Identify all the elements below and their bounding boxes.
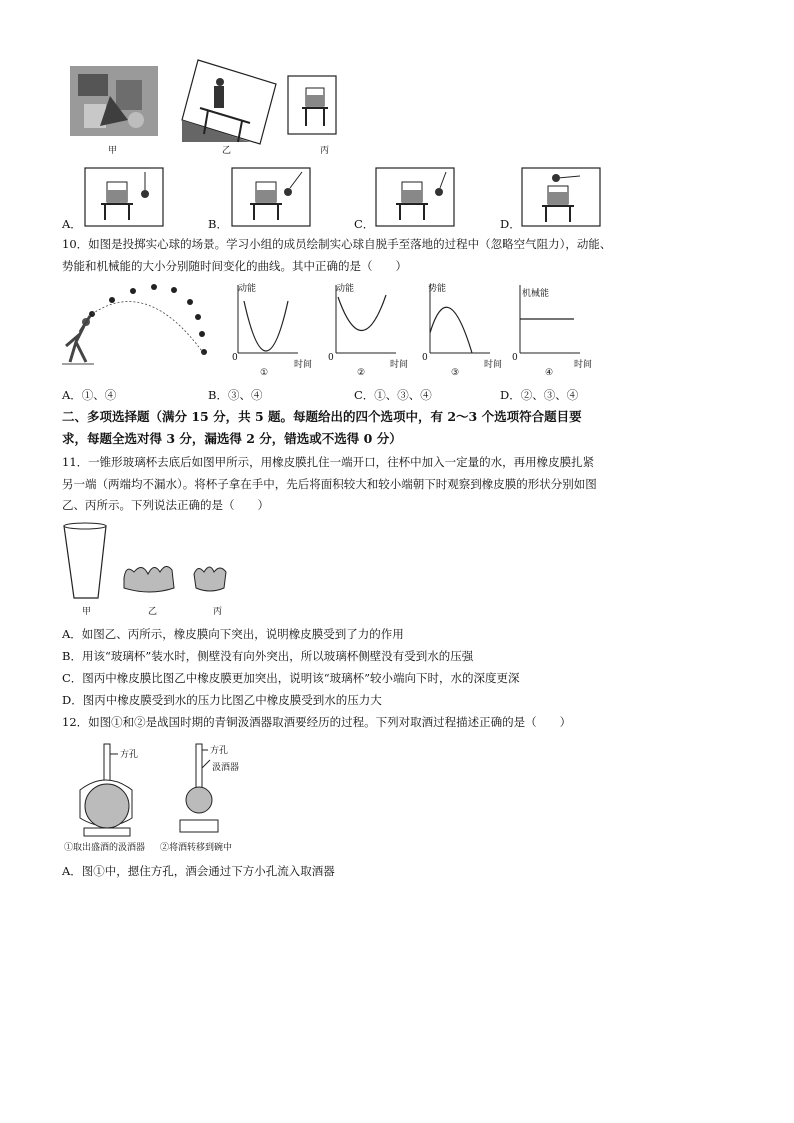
q10-graph-2-num: ② (357, 368, 366, 378)
q9-option-d-figure (522, 168, 600, 226)
q10-graph-3-ylabel: 势能 (428, 284, 447, 294)
photo-noise (70, 66, 158, 136)
q10-graph-1-origin: 0 (232, 353, 238, 363)
q9-figure-bing (288, 76, 336, 134)
q11-option-d[interactable]: D．图丙中橡皮膜受到水的压力比图乙中橡皮膜受到水的压力大 (62, 693, 382, 707)
q10-graph-4-origin: 0 (512, 353, 518, 363)
q10-throw-scene (58, 282, 218, 377)
q12-stem: 12．如图①和②是战国时期的青铜汲酒器取酒要经历的过程。下列对取酒过程描述正确的是（ ） (62, 715, 572, 729)
q9-option-a-label[interactable]: A． (62, 217, 82, 231)
q10-graph-4-num: ④ (545, 368, 554, 378)
q9-figure-yi (180, 58, 280, 146)
q10-graph-2-origin: 0 (328, 353, 334, 363)
q12-option-a[interactable]: A．图①中，摁住方孔，酒会通过下方小孔流入取酒器 (62, 864, 335, 878)
q12-caption-1: ①取出盛酒的汲酒器 (64, 843, 146, 853)
q10-graph-1-xlabel: 时间 (294, 360, 313, 370)
q11-fig-label-jia: 甲 (82, 607, 92, 617)
q11-option-b[interactable]: B．用该“玻璃杯”装水时，侧壁没有向外突出，所以玻璃杯侧壁没有受到水的压强 (62, 649, 474, 663)
q11-stem-line3: 乙、丙所示。下列说法正确的是（ ） (62, 498, 269, 512)
q12-caption-2: ②将酒转移到碗中 (160, 843, 233, 853)
q9-option-d-label[interactable]: D． (500, 217, 521, 231)
q10-option-b[interactable]: B．③、④ (208, 388, 263, 402)
q11-stem-line2: 另一端（两端均不漏水）。将杯子拿在手中，先后将面积较大和较小端朝下时观察到橡皮膜的形状分别如图 (62, 477, 597, 491)
q9-fig-label-bing: 丙 (320, 146, 330, 156)
q11-fig-label-bing: 丙 (213, 607, 223, 617)
q11-option-c[interactable]: C．图丙中橡皮膜比图乙中橡皮膜更加突出，说明该“玻璃杯”较小端向下时，水的深度更深 (62, 671, 520, 685)
q12-label-hole1: 方孔 (120, 750, 139, 760)
section2-heading-line1: 二、多项选择题（满分 15 分，共 5 题。每题给出的四个选项中，有 2～3 个选项符合题目要 (62, 409, 582, 424)
q12-label-device: 汲酒器 (212, 763, 240, 773)
section2-heading-line2: 求，每题全选对得 3 分，漏选得 2 分，错选或不选得 0 分） (62, 431, 402, 446)
q11-stem-line1: 11．一锥形玻璃杯去底后如图甲所示，用橡皮膜扎住一端开口，往杯中加入一定量的水，再用橡皮膜扎紧 (62, 455, 595, 469)
q10-graph-3-xlabel: 时间 (484, 360, 503, 370)
q12-label-hole2: 方孔 (210, 746, 229, 756)
q10-stem-line1: 10．如图是投掷实心球的场景。学习小组的成员绘制实心球自脱手至落地的过程中（忽略空气阻力），动能、 (62, 237, 612, 251)
q11-fig-label-yi: 乙 (148, 607, 158, 617)
q11-figures (62, 522, 232, 604)
q9-option-b-figure (232, 168, 310, 226)
q10-graph-4-ylabel: 机械能 (522, 289, 550, 299)
q10-option-d[interactable]: D．②、③、④ (500, 388, 579, 402)
q9-fig-label-jia: 甲 (108, 146, 118, 156)
q10-graph-4-xlabel: 时间 (574, 360, 593, 370)
q10-graph-2-xlabel: 时间 (390, 360, 409, 370)
q10-stem-line2: 势能和机械能的大小分别随时间变化的曲线。其中正确的是（ ） (62, 259, 407, 273)
q9-option-c-figure (376, 168, 454, 226)
q10-option-c[interactable]: C．①、③、④ (354, 388, 432, 402)
q9-option-c-label[interactable]: C． (354, 217, 375, 231)
q10-graph-1-num: ① (260, 368, 269, 378)
q9-fig-label-yi: 乙 (222, 146, 232, 156)
q10-graph-3-origin: 0 (422, 353, 428, 363)
q9-figure-jia-photo (70, 66, 158, 136)
q9-option-a-figure (85, 168, 163, 226)
q10-option-a[interactable]: A．①、④ (62, 388, 117, 402)
q10-graph-2-ylabel: 动能 (336, 284, 355, 294)
q11-option-a[interactable]: A．如图乙、丙所示，橡皮膜向下突出，说明橡皮膜受到了力的作用 (62, 627, 404, 641)
q10-graph-3-num: ③ (451, 368, 460, 378)
q9-option-b-label[interactable]: B． (208, 217, 228, 231)
q10-graph-1-ylabel: 动能 (238, 284, 257, 294)
